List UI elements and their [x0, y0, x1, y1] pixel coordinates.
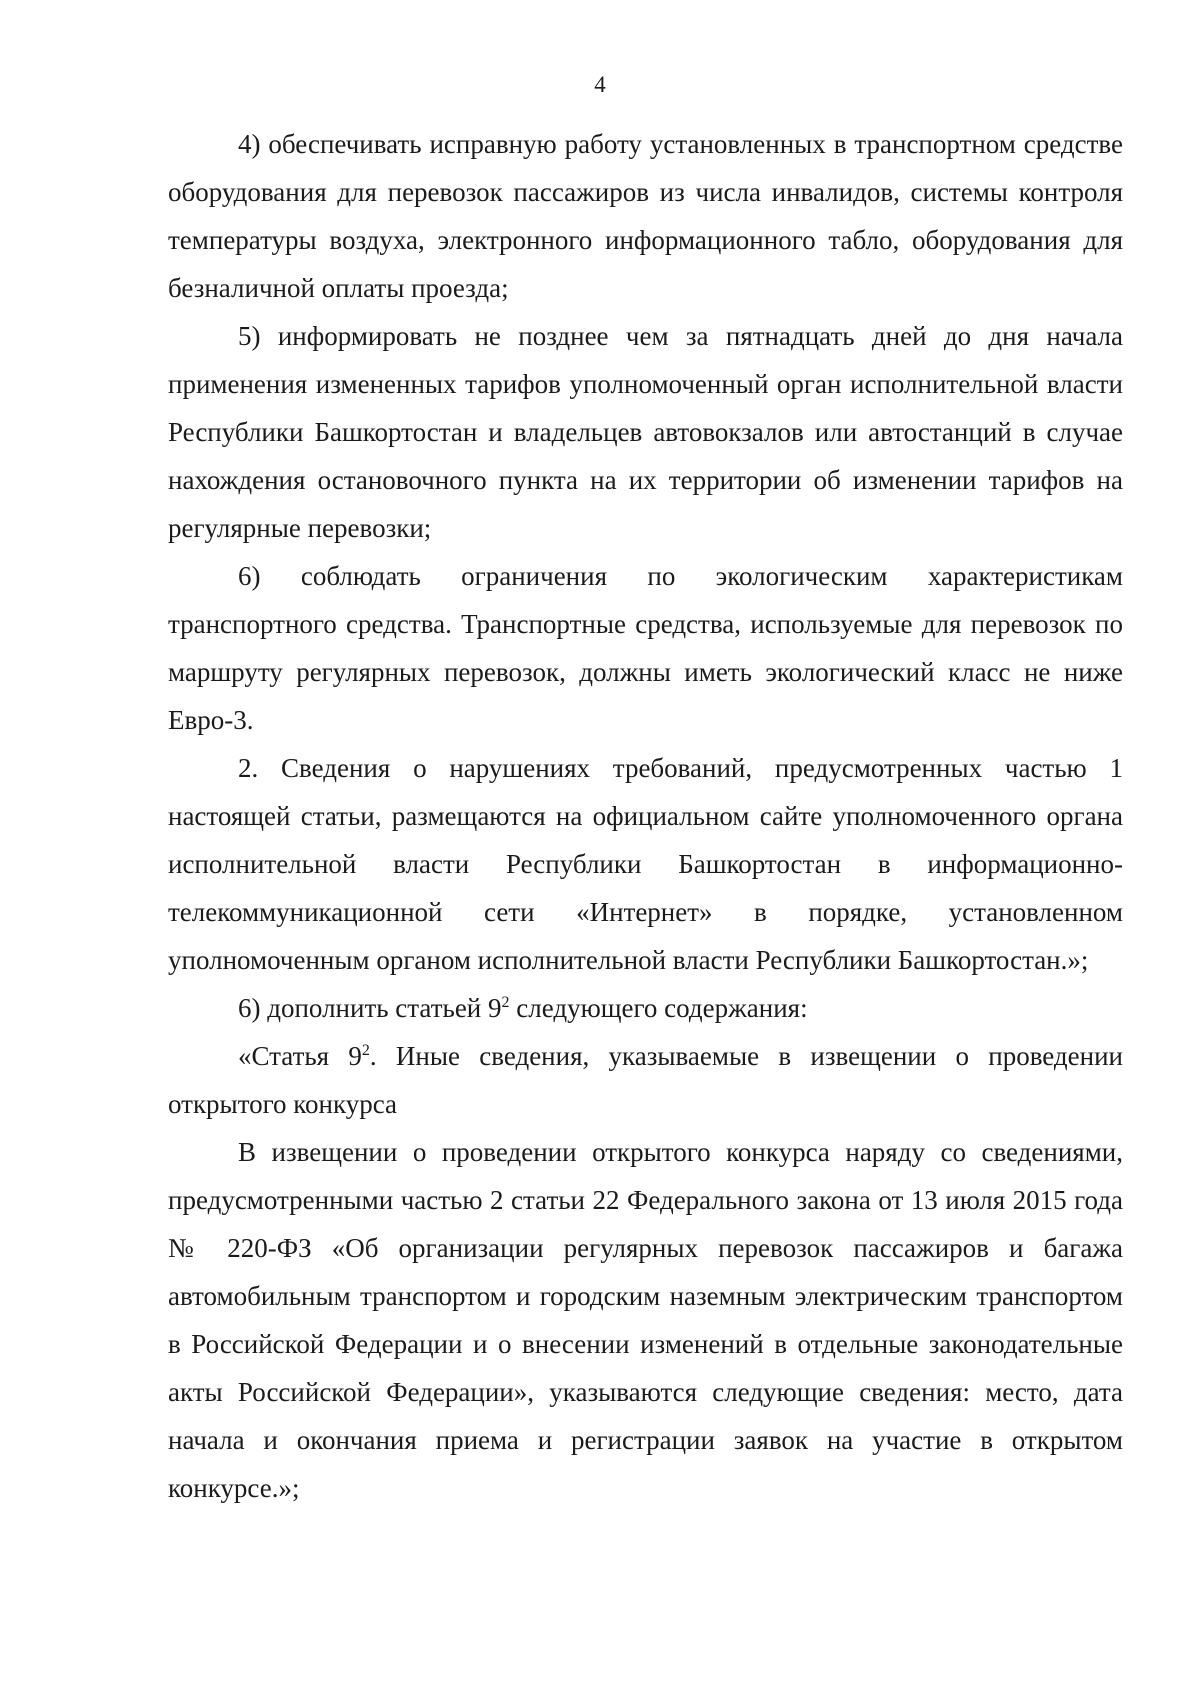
page-number: 4: [594, 72, 606, 97]
superscript: 2: [361, 1042, 370, 1059]
paragraph-item-6: 6) соблюдать ограничения по экологическим характеристикам транспортного средства. Транспортные средства, используемые для перевозок по маршруту регулярных перевозок, должны иметь экологический класс не ниже Евро-3.: [168, 561, 1123, 735]
article-heading-start: «Статья 9: [238, 1041, 362, 1071]
article-heading: [168, 1032, 1123, 1128]
amendment-text-end: следующего содержания:: [509, 993, 808, 1023]
paragraph-item-5: 5) информировать не позднее чем за пятнадцать дней до дня начала применения измененных тарифов уполномоченный орган исполнительной власти Республики Башкортостан и владельцев автовокзалов или автостанций в случае нахождения остановочного пункта на их территории об изменении тарифов на регулярные перевозки;: [168, 321, 1123, 543]
paragraph-part-2: 2. Сведения о нарушениях требований, предусмотренных частью 1 настоящей статьи, размещаются на официальном сайте уполномоченного органа исполнительной власти Республики Башкортостан в информационно-телекоммуникационной сети «Интернет» в порядке, установленном уполномоченным органом исполнительной власти Республики Башкортостан.»;: [168, 753, 1123, 975]
superscript: 2: [501, 994, 510, 1011]
amendment-text-start: 6) дополнить статьей 9: [238, 993, 502, 1023]
paragraph-amendment-6: [168, 984, 1123, 1032]
paragraph-item-4: 4) обеспечивать исправную работу установленных в транспортном средстве оборудования для перевозок пассажиров из числа инвалидов, системы контроля температуры воздуха, электронного информационного табло, оборудования для безналичной оплаты проезда;: [168, 129, 1123, 303]
article-heading-end: . Иные сведения, указываемые в извещении о проведении открытого конкурса: [168, 1041, 1123, 1119]
article-body: В извещении о проведении открытого конкурса наряду со сведениями, предусмотренными частью 2 статьи 22 Федерального закона от 13 июля 2015 года № 220-ФЗ «Об организации регулярных перевозок пассажиров и багажа автомобильным транспортом и городским наземным электрическим транспортом в Российской Федерации и о внесении изменений в отдельные законодательные акты Российской Федерации», указываются следующие сведения: место, дата начала и окончания приема и регистрации заявок на участие в открытом конкурсе.»;: [168, 1137, 1123, 1503]
document-body: [168, 120, 1123, 1512]
